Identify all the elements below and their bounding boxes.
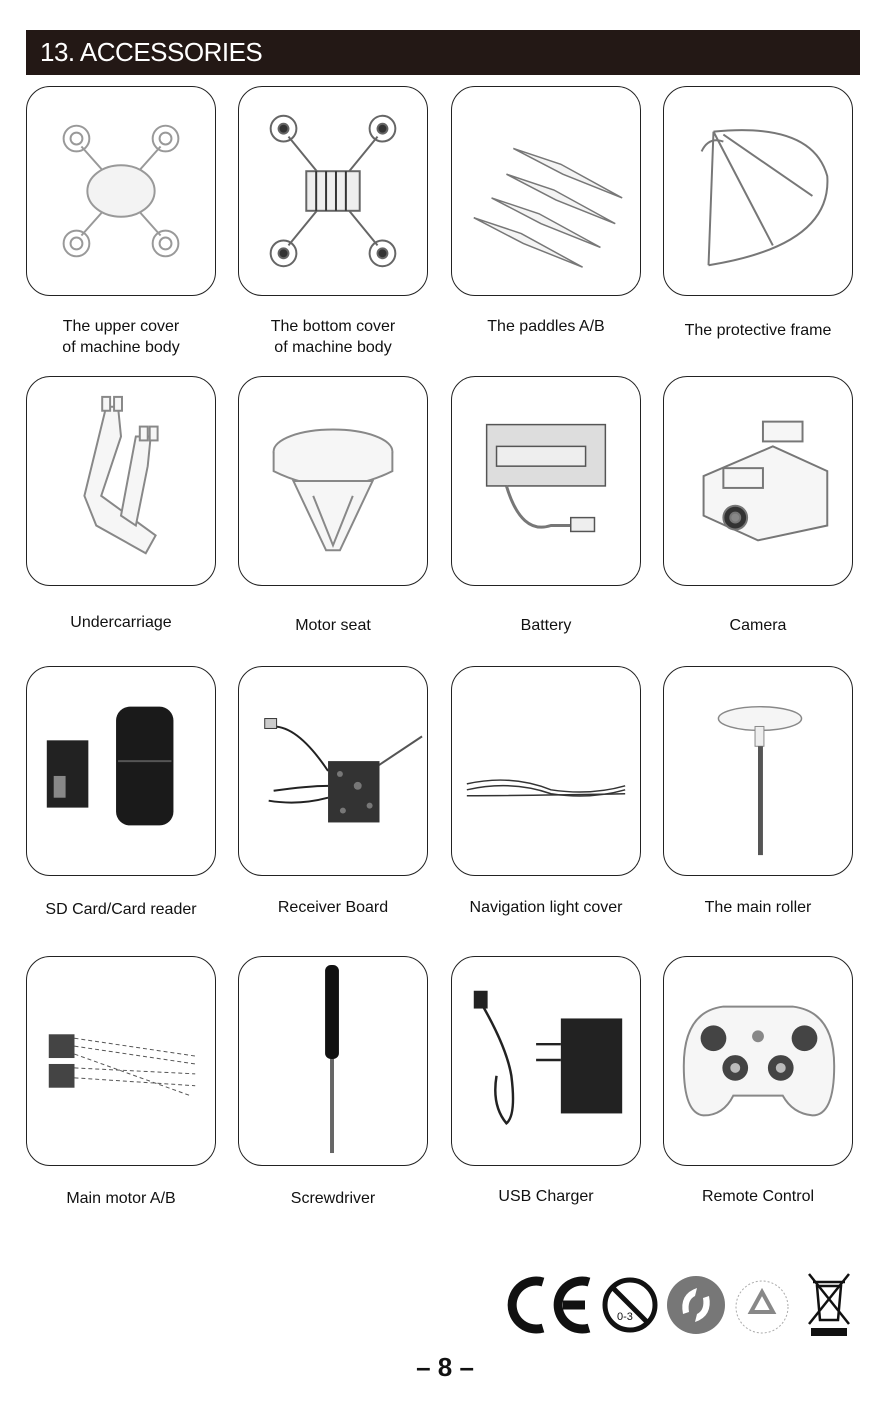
caption-main-roller: The main roller xyxy=(704,899,812,916)
card-navigation-light xyxy=(451,666,641,876)
section-title: 13. ACCESSORIES xyxy=(40,37,263,67)
green-dot-icon xyxy=(665,1274,727,1341)
paddles-icon xyxy=(452,87,640,295)
motor-seat-icon xyxy=(239,377,427,585)
navigation-light-icon xyxy=(452,667,640,875)
bottom-cover-icon xyxy=(239,87,427,295)
sd-card-icon xyxy=(27,667,215,875)
caption-sd-card: SD Card/Card reader xyxy=(45,901,197,918)
caption-undercarriage: Undercarriage xyxy=(70,614,172,631)
age-warning-icon xyxy=(601,1276,659,1339)
caption-protective-frame: The protective frame xyxy=(684,322,832,339)
card-bottom-cover xyxy=(238,86,428,296)
card-main-roller xyxy=(663,666,853,876)
main-motor-icon xyxy=(27,957,215,1165)
caption-bottom-cover: The bottom cover of machine body xyxy=(270,318,396,356)
svg-text:0-3: 0-3 xyxy=(617,1311,633,1323)
receiver-board-icon xyxy=(239,667,427,875)
caption-paddles: The paddles A/B xyxy=(487,318,605,335)
card-battery xyxy=(451,376,641,586)
recycle-icon xyxy=(733,1278,791,1341)
card-receiver-board xyxy=(238,666,428,876)
usb-charger-icon xyxy=(452,957,640,1165)
card-screwdriver xyxy=(238,956,428,1166)
caption-main-motor: Main motor A/B xyxy=(66,1190,176,1207)
caption-battery: Battery xyxy=(520,617,572,634)
card-sd-card xyxy=(26,666,216,876)
card-upper-cover xyxy=(26,86,216,296)
screwdriver-icon xyxy=(239,957,427,1165)
camera-icon xyxy=(664,377,852,585)
caption-upper-cover: The upper cover of machine body xyxy=(62,318,180,356)
page-number: – 8 – xyxy=(416,1352,474,1382)
card-protective-frame xyxy=(663,86,853,296)
caption-receiver-board: Receiver Board xyxy=(277,899,389,916)
undercarriage-icon xyxy=(27,377,215,585)
ce-mark-icon xyxy=(505,1274,595,1341)
card-main-motor xyxy=(26,956,216,1166)
weee-bin-icon xyxy=(805,1270,853,1345)
caption-motor-seat: Motor seat xyxy=(295,617,371,634)
section-header xyxy=(26,30,860,75)
card-camera xyxy=(663,376,853,586)
caption-navigation-light: Navigation light cover xyxy=(469,899,623,916)
caption-screwdriver: Screwdriver xyxy=(290,1190,376,1207)
card-paddles xyxy=(451,86,641,296)
caption-camera: Camera xyxy=(729,617,787,634)
card-remote-control xyxy=(663,956,853,1166)
upper-cover-icon xyxy=(27,87,215,295)
battery-icon xyxy=(452,377,640,585)
caption-usb-charger: USB Charger xyxy=(498,1188,594,1205)
card-usb-charger xyxy=(451,956,641,1166)
remote-control-icon xyxy=(664,957,852,1165)
card-motor-seat xyxy=(238,376,428,586)
protective-frame-icon xyxy=(664,87,852,295)
main-roller-icon xyxy=(664,667,852,875)
compliance-logos xyxy=(505,1270,860,1340)
caption-remote-control: Remote Control xyxy=(701,1188,815,1205)
card-undercarriage xyxy=(26,376,216,586)
